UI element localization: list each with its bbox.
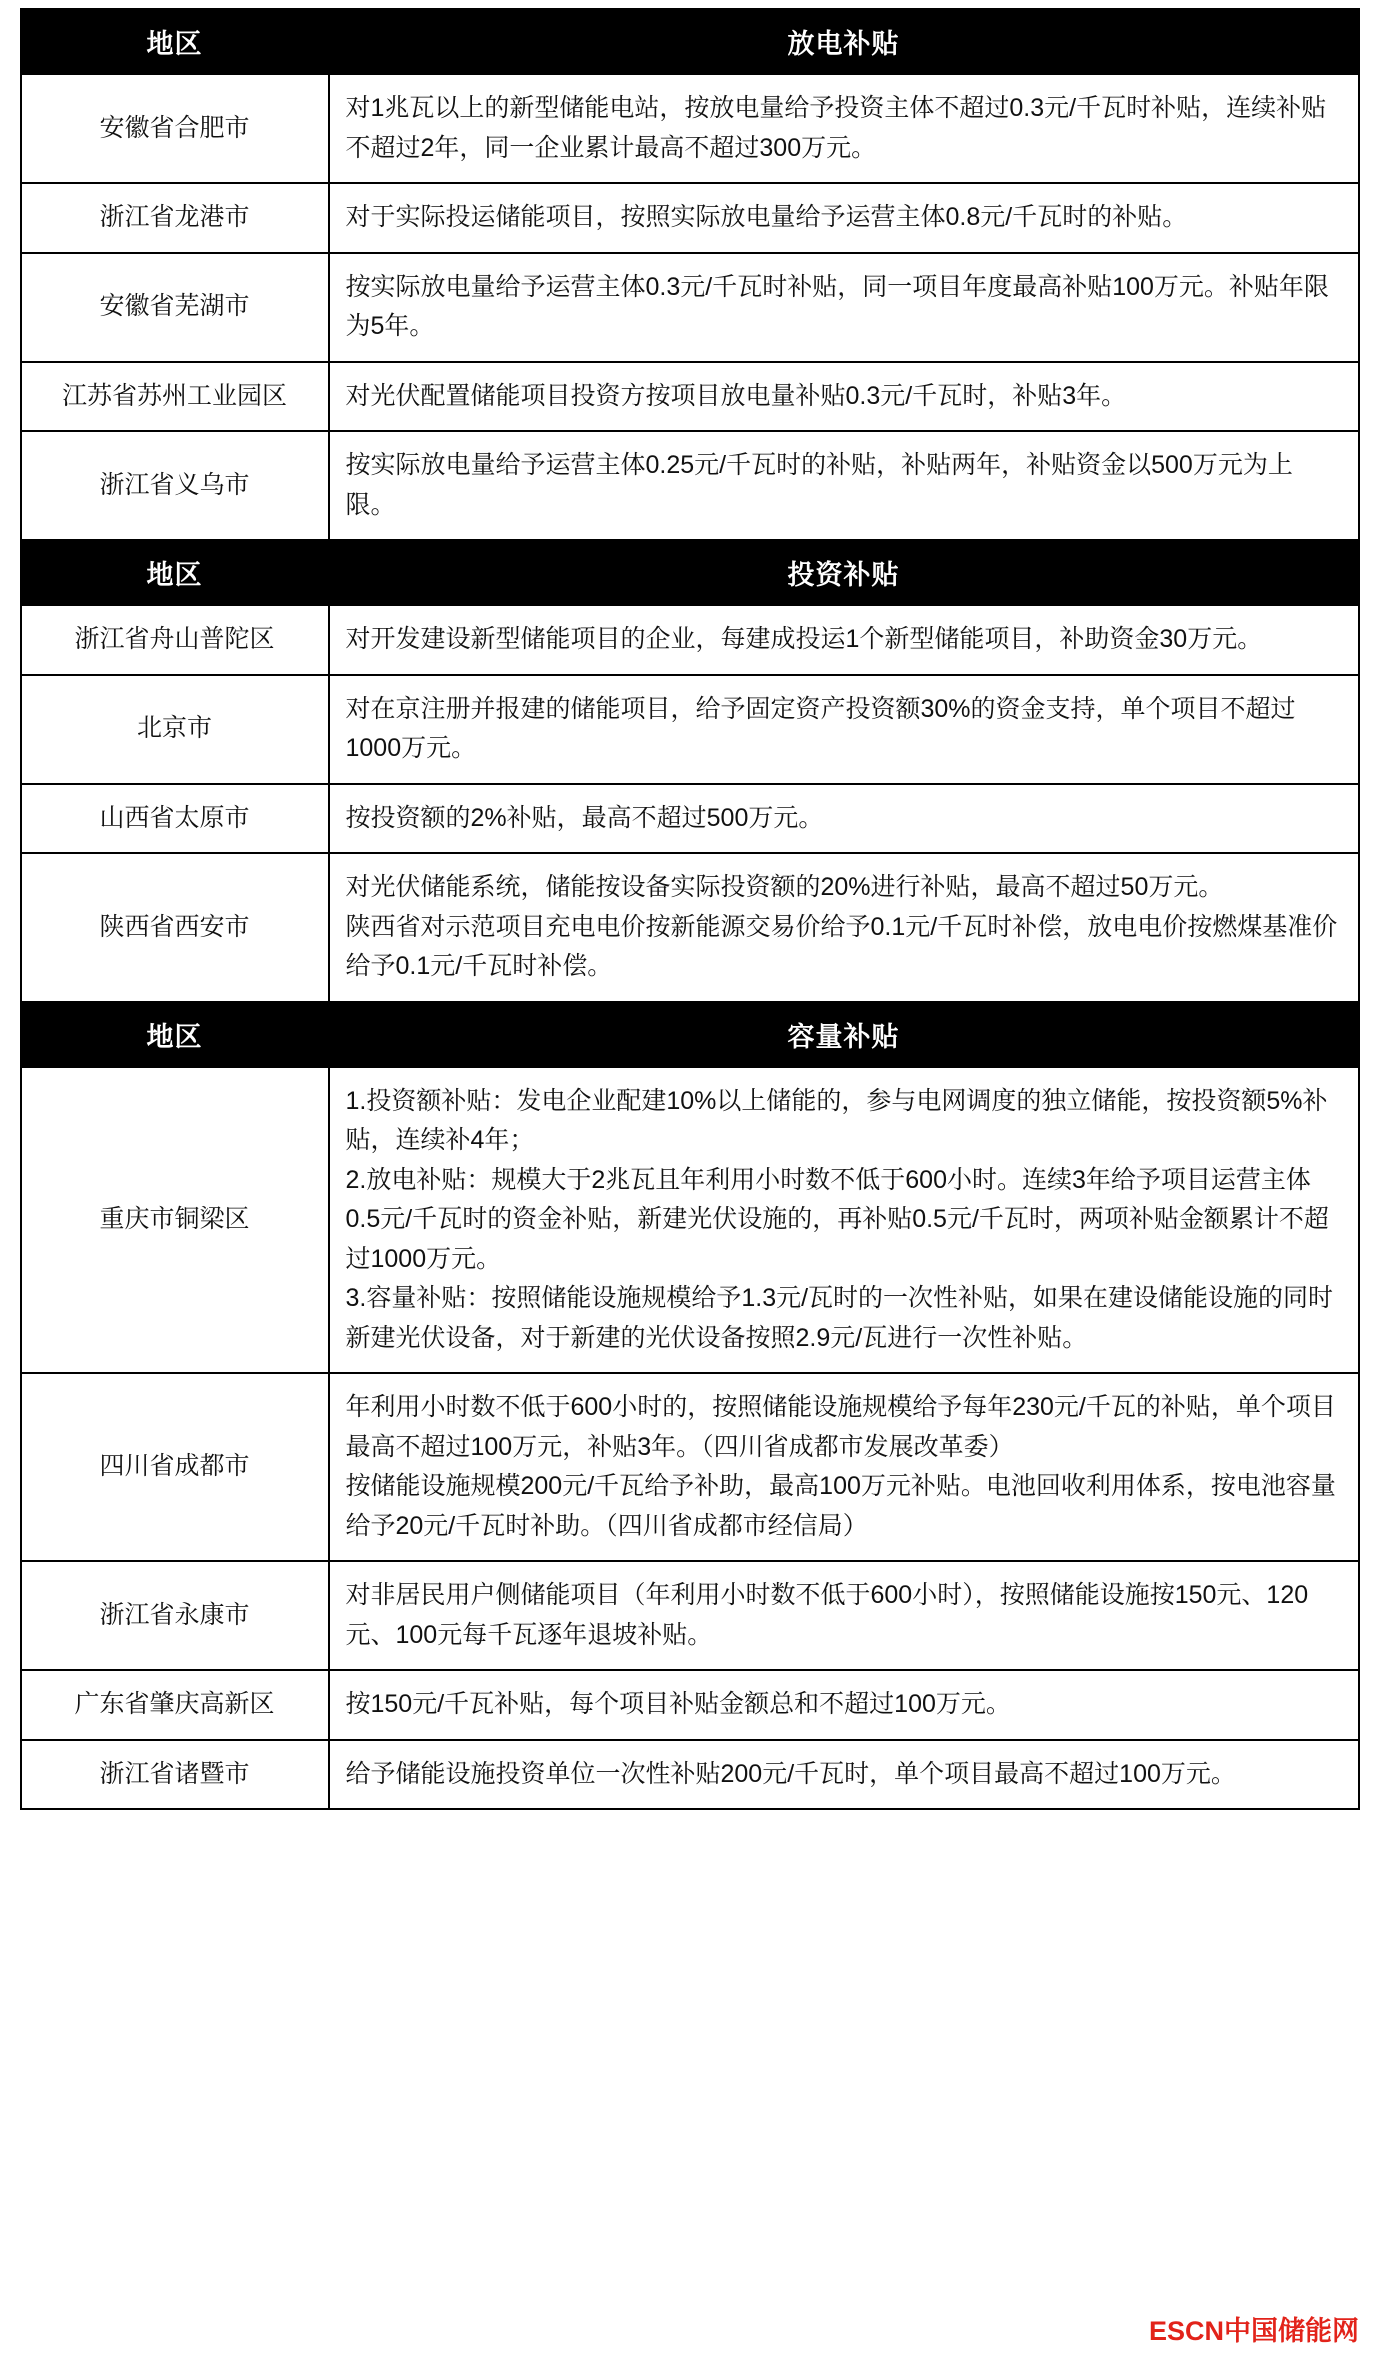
table-row bbox=[21, 1373, 1359, 1561]
region-name: 安徽省合肥市 bbox=[21, 74, 329, 183]
policy-line: 按实际放电量给予运营主体0.3元/千瓦时补贴，同一项目年度最高补贴100万元。补贴年限为5年。 bbox=[345, 272, 1329, 340]
policy-line: 按储能设施规模200元/千瓦给予补助，最高100万元补贴。电池回收利用体系，按电池容量给予20元/千瓦时补助。（四川省成都市经信局） bbox=[345, 1472, 1336, 1540]
policy-content bbox=[329, 605, 1359, 675]
header-region-label: 地区 bbox=[21, 540, 329, 605]
policy-line: 对开发建设新型储能项目的企业，每建成投运1个新型储能项目，补助资金30万元。 bbox=[345, 625, 1263, 653]
policy-line: 按150元/千瓦补贴，每个项目补贴金额总和不超过100万元。 bbox=[345, 1690, 1011, 1718]
table-row bbox=[21, 253, 1359, 362]
policy-line: 对光伏储能系统，储能按设备实际投资额的20%进行补贴，最高不超过50万元。 bbox=[345, 873, 1224, 901]
table-row bbox=[21, 784, 1359, 854]
policy-content bbox=[329, 183, 1359, 253]
region-name: 重庆市铜梁区 bbox=[21, 1067, 329, 1374]
section-header-row bbox=[21, 9, 1359, 74]
table-row bbox=[21, 675, 1359, 784]
table-row bbox=[21, 1740, 1359, 1810]
section-header-row bbox=[21, 540, 1359, 605]
table-row bbox=[21, 431, 1359, 540]
header-region-label: 地区 bbox=[21, 9, 329, 74]
header-type-label: 投资补贴 bbox=[329, 540, 1359, 605]
policy-content bbox=[329, 253, 1359, 362]
policy-line: 1.投资额补贴：发电企业配建10%以上储能的，参与电网调度的独立储能，按投资额5%补贴，连续补4年； bbox=[345, 1086, 1328, 1154]
policy-content bbox=[329, 74, 1359, 183]
region-name: 山西省太原市 bbox=[21, 784, 329, 854]
header-region-label: 地区 bbox=[21, 1002, 329, 1067]
policy-content bbox=[329, 784, 1359, 854]
table-row bbox=[21, 1067, 1359, 1374]
policy-content bbox=[329, 1561, 1359, 1670]
policy-line: 对于实际投运储能项目，按照实际放电量给予运营主体0.8元/千瓦时的补贴。 bbox=[345, 203, 1188, 231]
policy-line: 2.放电补贴：规模大于2兆瓦且年利用小时数不低于600小时。连续3年给予项目运营主体0.5元/千瓦时的资金补贴，新建光伏设施的，再补贴0.5元/千瓦时，两项补贴金额累计不超过1000万元。 bbox=[345, 1165, 1329, 1273]
table-row bbox=[21, 853, 1359, 1002]
policy-content bbox=[329, 1740, 1359, 1810]
region-name: 浙江省永康市 bbox=[21, 1561, 329, 1670]
watermark bbox=[1143, 2307, 1365, 2350]
policy-content bbox=[329, 853, 1359, 1002]
table-row bbox=[21, 605, 1359, 675]
policy-line: 对1兆瓦以上的新型储能电站，按放电量给予投资主体不超过0.3元/千瓦时补贴，连续补贴不超过2年，同一企业累计最高不超过300万元。 bbox=[345, 94, 1327, 162]
watermark-text bbox=[1143, 2307, 1365, 2350]
policy-line: 对在京注册并报建的储能项目，给予固定资产投资额30%的资金支持，单个项目不超过1000万元。 bbox=[345, 694, 1296, 762]
region-name: 江苏省苏州工业园区 bbox=[21, 362, 329, 432]
policy-content bbox=[329, 362, 1359, 432]
policy-content bbox=[329, 675, 1359, 784]
region-name: 浙江省诸暨市 bbox=[21, 1740, 329, 1810]
region-name: 陕西省西安市 bbox=[21, 853, 329, 1002]
watermark-en: ESCN bbox=[1148, 2316, 1224, 2346]
watermark-cn: 中国储能网 bbox=[1224, 2316, 1359, 2346]
region-name: 浙江省义乌市 bbox=[21, 431, 329, 540]
table-row bbox=[21, 74, 1359, 183]
policy-line: 对非居民用户侧储能项目（年利用小时数不低于600小时），按照储能设施按150元、120元、100元每千瓦逐年退坡补贴。 bbox=[345, 1581, 1309, 1649]
region-name: 浙江省舟山普陀区 bbox=[21, 605, 329, 675]
policy-line: 年利用小时数不低于600小时的，按照储能设施规模给予每年230元/千瓦的补贴，单个项目最高不超过100万元，补贴3年。（四川省成都市发展改革委） bbox=[345, 1393, 1336, 1461]
table-row bbox=[21, 1561, 1359, 1670]
table-row bbox=[21, 183, 1359, 253]
region-name: 浙江省龙港市 bbox=[21, 183, 329, 253]
policy-line: 3.容量补贴：按照储能设施规模给予1.3元/瓦时的一次性补贴，如果在建设储能设施的同时新建光伏设备，对于新建的光伏设备按照2.9元/瓦进行一次性补贴。 bbox=[345, 1284, 1334, 1352]
policy-content bbox=[329, 1067, 1359, 1374]
policy-line: 对光伏配置储能项目投资方按项目放电量补贴0.3元/千瓦时，补贴3年。 bbox=[345, 381, 1127, 410]
region-name: 北京市 bbox=[21, 675, 329, 784]
region-name: 广东省肇庆高新区 bbox=[21, 1670, 329, 1740]
table-body bbox=[21, 9, 1359, 1809]
region-name: 四川省成都市 bbox=[21, 1373, 329, 1561]
policy-content bbox=[329, 1373, 1359, 1561]
region-name: 安徽省芜湖市 bbox=[21, 253, 329, 362]
subsidy-table bbox=[20, 8, 1360, 1810]
policy-content bbox=[329, 431, 1359, 540]
policy-content bbox=[329, 1670, 1359, 1740]
section-header-row bbox=[21, 1002, 1359, 1067]
header-type-label: 容量补贴 bbox=[329, 1002, 1359, 1067]
header-type-label: 放电补贴 bbox=[329, 9, 1359, 74]
policy-line: 给予储能设施投资单位一次性补贴200元/千瓦时，单个项目最高不超过100万元。 bbox=[345, 1759, 1236, 1788]
table-row bbox=[21, 362, 1359, 432]
table-row bbox=[21, 1670, 1359, 1740]
policy-line: 陕西省对示范项目充电电价按新能源交易价给予0.1元/千瓦时补偿，放电电价按燃煤基准价给予0.1元/千瓦时补偿。 bbox=[345, 912, 1338, 980]
policy-line: 按实际放电量给予运营主体0.25元/千瓦时的补贴，补贴两年，补贴资金以500万元为上限。 bbox=[345, 451, 1293, 519]
policy-line: 按投资额的2%补贴，最高不超过500万元。 bbox=[345, 803, 824, 832]
